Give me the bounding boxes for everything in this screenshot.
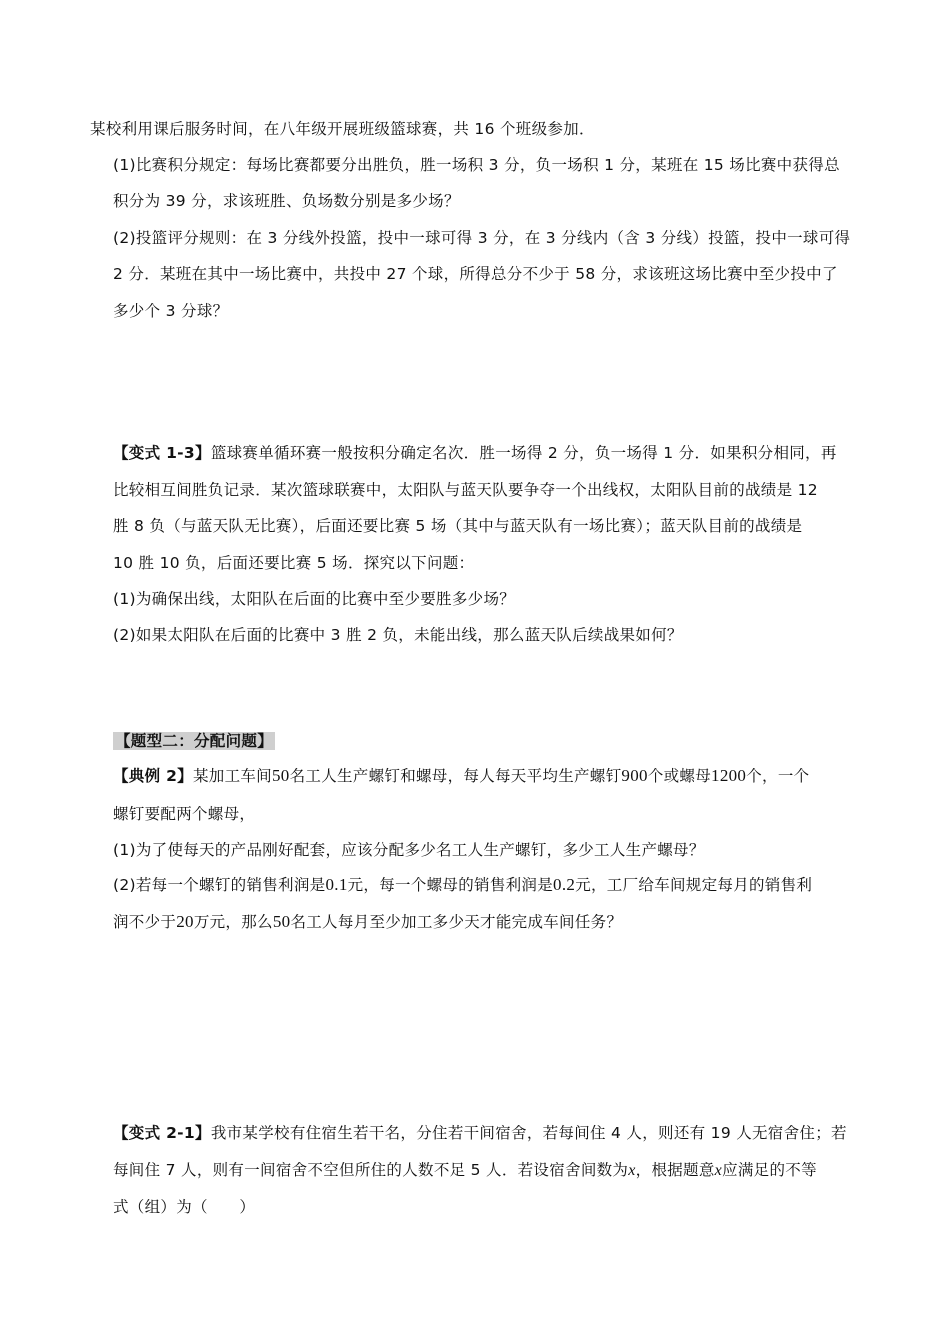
variant-1-3-q2: (2)如果太阳队在后面的比赛中 3 胜 2 负，未能出线，那么蓝天队后续战果如何？	[113, 626, 683, 644]
example-2-tag: 【典例 2】	[113, 767, 193, 785]
example-2-line2: 螺钉要配两个螺母，	[113, 805, 256, 823]
example-2-q2-line1: (2)若每一个螺钉的销售利润是0.1元，每一个螺母的销售利润是0.2元，工厂给车间规定每月的销售利	[113, 875, 813, 894]
variant-1-3-line2: 比较相互间胜负记录．某次篮球联赛中，太阳队与蓝天队要争夺一个出线权，太阳队目前的战绩是 12	[113, 481, 818, 499]
problem-q2-line1: (2)投篮评分规则：在 3 分线外投篮，投中一球可得 3 分，在 3 分线内（含 3 分线）投篮，投中一球可得	[113, 229, 851, 247]
section-heading	[113, 731, 275, 751]
variant-2-1-line1: 【变式 2-1】我市某学校有住宿生若干名，分住若干间宿舍，若每间住 4 人，则还有 19 人无宿舍住；若	[113, 1124, 847, 1142]
variable-x: x	[628, 1162, 636, 1179]
problem-q2-line3: 多少个 3 分球？	[113, 302, 229, 320]
problem-q1-line1: (1)比赛积分规定：每场比赛都要分出胜负，胜一场积 3 分，负一场积 1 分，某班在 15 场比赛中获得总	[113, 156, 840, 174]
example-2-line1: 【典例 2】某加工车间50名工人生产螺钉和螺母，每人每天平均生产螺钉900个或螺母1200个，一个	[113, 766, 810, 785]
variant-1-3-line3: 胜 8 负（与蓝天队无比赛），后面还要比赛 5 场（其中与蓝天队有一场比赛）；蓝天队目前的战绩是	[113, 517, 803, 535]
example-2-q1: (1)为了使每天的产品刚好配套，应该分配多少名工人生产螺钉，多少工人生产螺母？	[113, 841, 705, 859]
example-2-q2-line2: 润不少于20万元，那么50名工人每月至少加工多少天才能完成车间任务？	[113, 912, 623, 931]
variable-x: x	[714, 1162, 723, 1179]
variant-1-3-tag: 【变式 1-3】	[113, 444, 211, 462]
variant-2-1-tag: 【变式 2-1】	[113, 1124, 211, 1142]
variant-1-3-q1: (1)为确保出线，太阳队在后面的比赛中至少要胜多少场？	[113, 590, 516, 608]
problem-q1-line2: 积分为 39 分，求该班胜、负场数分别是多少场？	[113, 192, 460, 210]
variant-1-3-line1: 【变式 1-3】篮球赛单循环赛一般按积分确定名次．胜一场得 2 分，负一场得 1 分．如果积分相同，再	[113, 444, 837, 462]
section-title: 【题型二：分配问题】	[115, 732, 274, 750]
variant-2-1-line3: 式（组）为（ ）	[113, 1198, 256, 1216]
variant-1-3-line4: 10 胜 10 负，后面还要比赛 5 场．探究以下问题：	[113, 554, 475, 572]
problem-q2-line2: 2 分．某班在其中一场比赛中，共投中 27 个球，所得总分不少于 58 分，求该班这场比赛中至少投中了	[113, 265, 838, 283]
problem-intro: 某校利用课后服务时间，在八年级开展班级篮球赛，共 16 个班级参加．	[90, 120, 595, 138]
variant-2-1-line2: 每间住 7 人，则有一间宿舍不空但所住的人数不足 5 人．若设宿舍间数为x，根据题意x应满足的不等	[113, 1161, 817, 1179]
